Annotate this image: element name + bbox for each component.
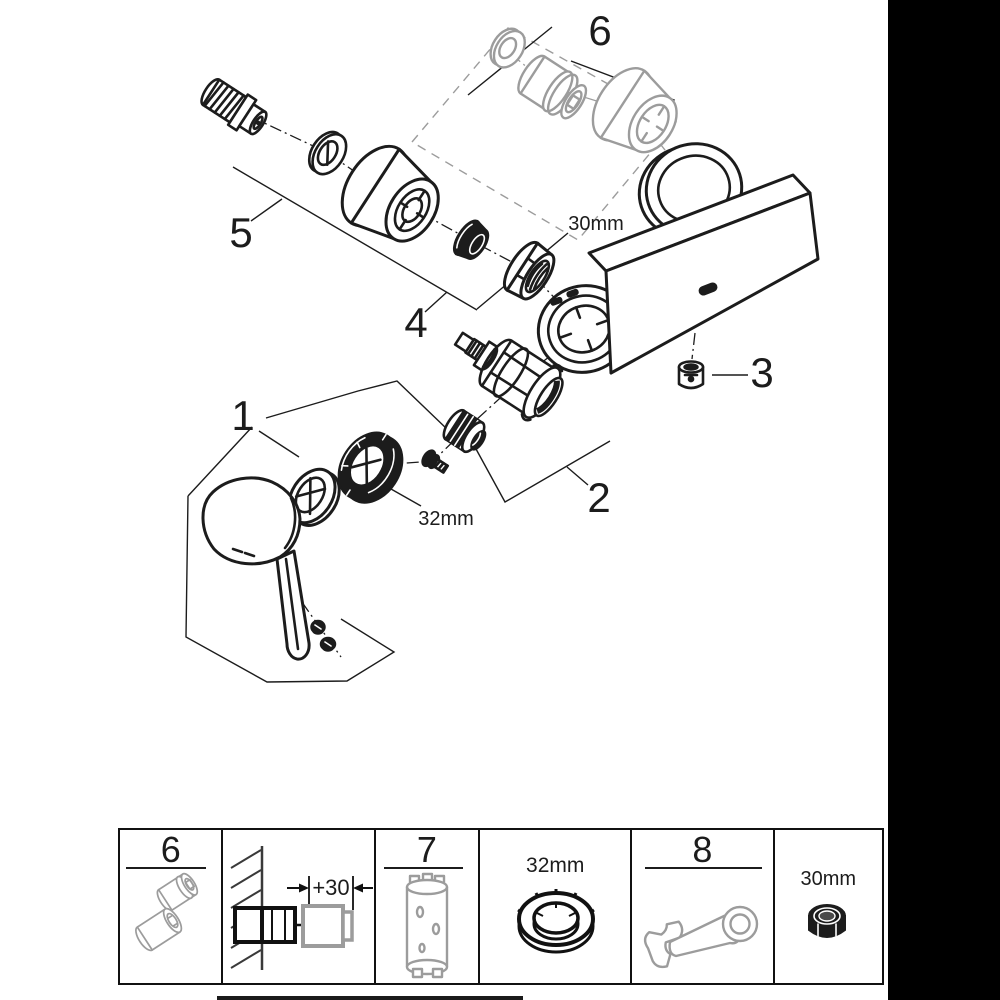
- panel-cell-8-number: 8: [692, 829, 713, 870]
- hex-nut-icon: [775, 830, 880, 982]
- fixing-screw: [419, 448, 450, 477]
- panel-cell-wrench: [632, 830, 774, 983]
- callout-2: 2: [587, 474, 611, 521]
- leader-1: [259, 431, 299, 457]
- leader-32mm: [391, 489, 421, 506]
- axis-plug-screw: [692, 333, 695, 359]
- panel-cell-6-rule: [126, 867, 206, 869]
- lever-handle: [203, 478, 309, 659]
- callout-6: 6: [588, 7, 612, 54]
- extension-union: [512, 51, 592, 126]
- ring-nut-icon: [480, 830, 630, 982]
- dimension-32mm: 32mm: [418, 508, 474, 530]
- callout-5: 5: [229, 209, 253, 256]
- cartridge-puller-tool-icon: [376, 830, 478, 982]
- callout-3: 3: [750, 349, 774, 396]
- dimension-30mm: 30mm: [568, 213, 624, 235]
- canvas-bottom-strip: [217, 996, 523, 1000]
- callout-4: 4: [404, 299, 428, 346]
- escutcheon: [329, 135, 455, 259]
- panel-cell-tool-7: [376, 830, 480, 983]
- callout-1: 1: [231, 392, 255, 439]
- panel-cell-extensions: [120, 830, 223, 983]
- extension-set-icon: [120, 872, 221, 982]
- cap-nut-32mm: [327, 422, 415, 514]
- handle-screws: [311, 621, 336, 652]
- seal-washer: [302, 126, 353, 180]
- s-union: [196, 74, 272, 141]
- filter-insert: [449, 216, 495, 265]
- panel-30mm-label: 30mm: [800, 868, 857, 890]
- panel-plus30-label: +30: [312, 875, 351, 900]
- panel-cell-hex-nut: [775, 830, 882, 983]
- wall-extension-dimension-icon: [223, 830, 373, 982]
- tools-panel: [118, 828, 884, 985]
- panel-32mm-label: 32mm: [526, 854, 585, 877]
- panel-cell-wall-extension: [223, 830, 375, 983]
- panel-cell-7-number: 7: [416, 829, 437, 870]
- adapter: [440, 407, 492, 457]
- panel-cell-6-number: 6: [160, 829, 181, 870]
- open-end-wrench-icon: [632, 830, 772, 982]
- plug-screw: [679, 362, 703, 389]
- panel-cell-ring-nut: [480, 830, 632, 983]
- canvas-right-matte: [888, 0, 1000, 1000]
